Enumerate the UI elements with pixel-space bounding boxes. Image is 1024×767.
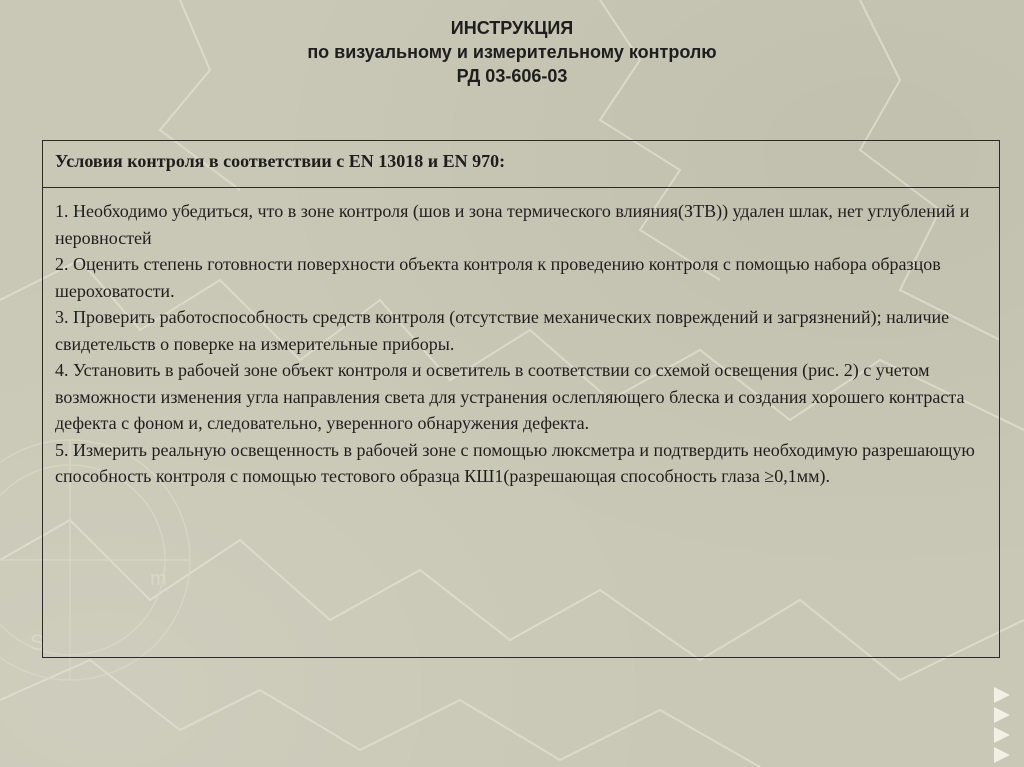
slide-title [0, 16, 1024, 88]
title-line-1: ИНСТРУКЦИЯ [450, 18, 574, 38]
nav-arrows-icon [990, 683, 1018, 763]
table-header: Условия контроля в соответствии с EN 13018 и EN 970: [43, 141, 999, 188]
title-line-2: по визуальному и измерительному контролю [307, 42, 717, 62]
list-item: 2. Оценить степень готовности поверхности объекта контроля к проведению контроля с помощью набора образцов шероховатости. [55, 254, 941, 301]
list-item: 5. Измерить реальную освещенность в рабочей зоне с помощью люксметра и подтвердить необходимую разрешающую способность контроля с помощью тестового образца КШ1(разрешающая способность глаза ≥0,1мм). [55, 439, 975, 486]
svg-text:S: S [30, 630, 45, 655]
conditions-table [42, 140, 1000, 658]
list-item: 4. Установить в рабочей зоне объект контроля и осветитель в соответствии со схемой освещения (рис. 2) с учетом возможности изменения угла направления света для устранения ослепляющего блеска и создания хорошего контраста дефекта с фоном и, следовательно, уверенного обнаружения дефекта. [55, 360, 965, 433]
table-body [43, 188, 999, 490]
title-line-3: РД 03-606-03 [456, 66, 568, 86]
list-item: 1. Необходимо убедиться, что в зоне контроля (шов и зона термического влияния(ЗТВ)) удален шлак, нет углублений и неровностей [55, 201, 970, 248]
svg-text:m: m [150, 568, 167, 590]
list-item: 3. Проверить работоспособность средств контроля (отсутствие механических повреждений и загрязнений); наличие свидетельств о поверке на измерительные приборы. [55, 307, 950, 354]
